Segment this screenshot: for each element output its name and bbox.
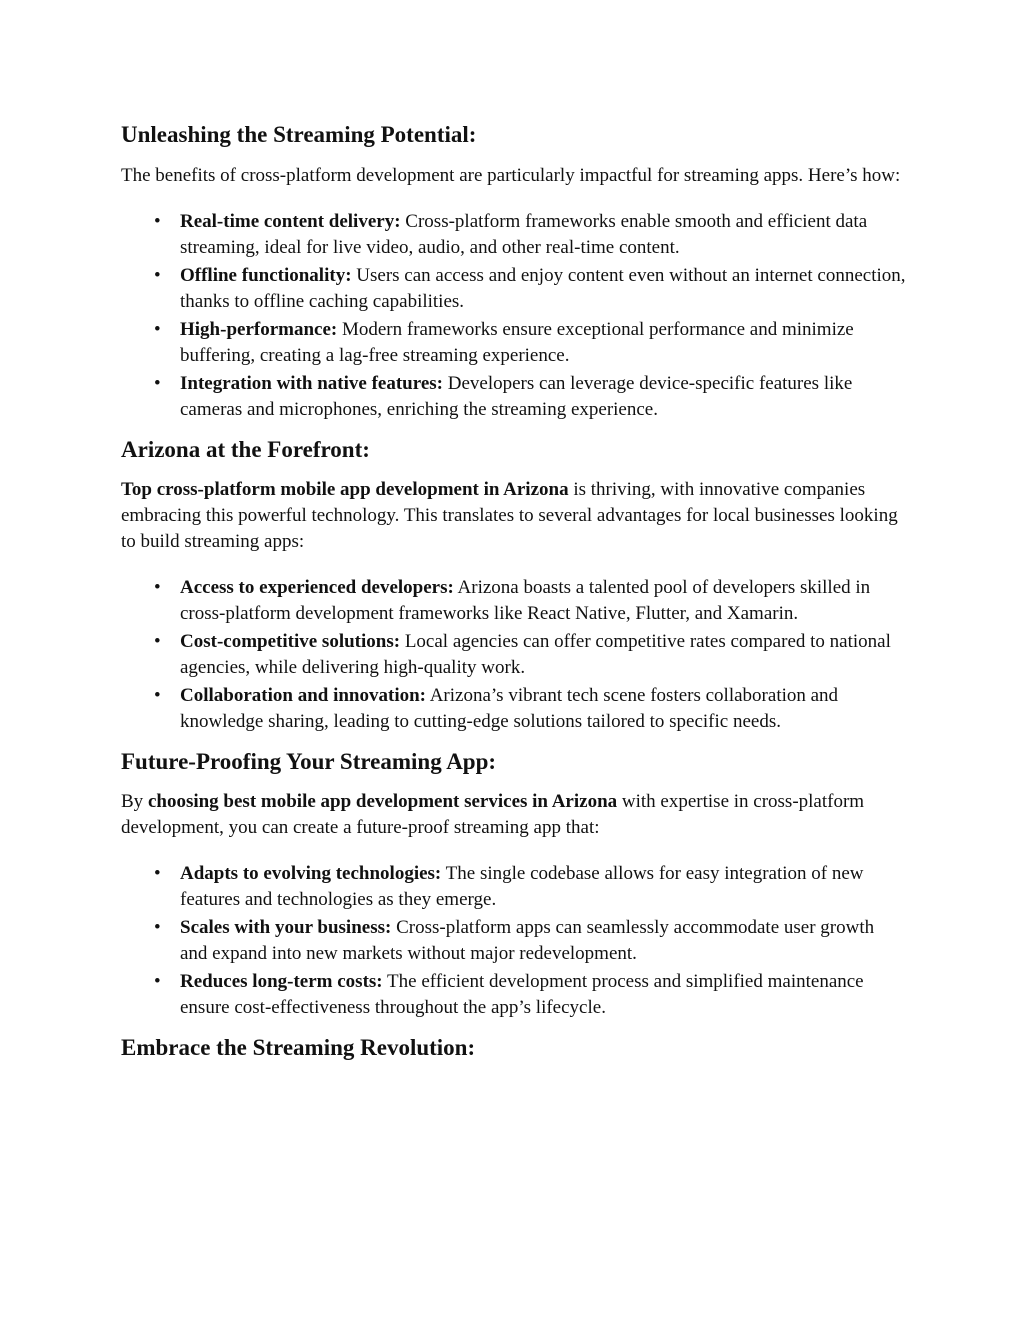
list-item-term: Offline functionality: (180, 265, 352, 286)
list-item-text: Modern frameworks ensure exceptional performance and minimize buffering, creating a lag-free streaming experience. (180, 319, 854, 366)
list-item-term: Scales with your business: (180, 917, 392, 938)
list-item-term: Access to experienced developers: (180, 577, 454, 598)
list-item (121, 683, 906, 735)
list-item (121, 263, 906, 315)
list-item-term: Adapts to evolving technologies: (180, 863, 442, 884)
bullet-icon: • (154, 917, 161, 938)
bullet-icon: • (154, 631, 161, 652)
list-item-text: The single codebase allows for easy integration of new features and technologies as they emerge. (180, 863, 864, 910)
section-intro (121, 163, 906, 189)
list-item-text: Cross-platform apps can seamlessly accommodate user growth and expand into new markets without major redevelopment. (180, 917, 875, 964)
bullet-list (121, 861, 906, 1021)
list-item-text: Arizona boasts a talented pool of developers skilled in cross-platform development frameworks like React Native, Flutter, and Xamarin. (180, 577, 871, 624)
list-item-term: High-performance: (180, 319, 338, 340)
list-item-term: Collaboration and innovation: (180, 685, 426, 706)
list-item-term: Integration with native features: (180, 373, 443, 394)
intro-bold-text: Top cross-platform mobile app development in Arizona (121, 479, 569, 500)
list-item-text: Local agencies can offer competitive rates compared to national agencies, while delivering high-quality work. (180, 631, 891, 678)
list-item-text: Arizona’s vibrant tech scene fosters collaboration and knowledge sharing, leading to cutting-edge solutions tailored to specific needs. (180, 685, 839, 732)
list-item (121, 915, 906, 967)
list-item-term: Cost-competitive solutions: (180, 631, 401, 652)
bullet-icon: • (154, 577, 161, 598)
section-heading: Future-Proofing Your Streaming App: (121, 749, 497, 774)
list-item (121, 317, 906, 369)
section-intro (121, 789, 906, 841)
list-item-term: Reduces long-term costs: (180, 971, 383, 992)
list-item (121, 629, 906, 681)
bullet-icon: • (154, 373, 161, 394)
intro-bold-text: choosing best mobile app development services in Arizona (147, 791, 618, 812)
bullet-list (121, 575, 906, 735)
bullet-icon: • (154, 685, 161, 706)
section-heading: Unleashing the Streaming Potential: (121, 122, 477, 147)
section-heading: Embrace the Streaming Revolution: (121, 1035, 476, 1060)
bullet-icon: • (154, 319, 161, 340)
bullet-icon: • (154, 211, 161, 232)
list-item-text: Users can access and enjoy content even without an internet connection, thanks to offline caching capabilities. (180, 265, 906, 312)
bullet-icon: • (154, 265, 161, 286)
list-item-term: Real-time content delivery: (180, 211, 401, 232)
section-heading: Arizona at the Forefront: (121, 437, 370, 462)
bullet-icon: • (154, 971, 161, 992)
list-item (121, 861, 906, 913)
section-intro (121, 477, 906, 555)
list-item (121, 969, 906, 1021)
list-item-text: Developers can leverage device-specific features like cameras and microphones, enriching the streaming experience. (180, 373, 853, 420)
list-item (121, 575, 906, 627)
bullet-list (121, 209, 906, 423)
intro-text: is thriving, with innovative companies embracing this powerful technology. This translates to several advantages for local businesses looking to build streaming apps: (121, 479, 898, 552)
document-page (121, 110, 906, 1063)
list-item-text: Cross-platform frameworks enable smooth and efficient data streaming, ideal for live video, audio, and other real-time content. (180, 211, 868, 258)
list-item-text: The efficient development process and simplified maintenance ensure cost-effectiveness throughout the app’s lifecycle. (180, 971, 864, 1018)
intro-text: The benefits of cross-platform development are particularly impactful for streaming apps. Here’s how: (121, 165, 901, 186)
list-item (121, 209, 906, 261)
list-item (121, 371, 906, 423)
intro-text: By (121, 791, 148, 812)
bullet-icon: • (154, 863, 161, 884)
intro-text-suffix: with expertise in cross-platform development, you can create a future-proof streaming app that: (121, 791, 865, 838)
